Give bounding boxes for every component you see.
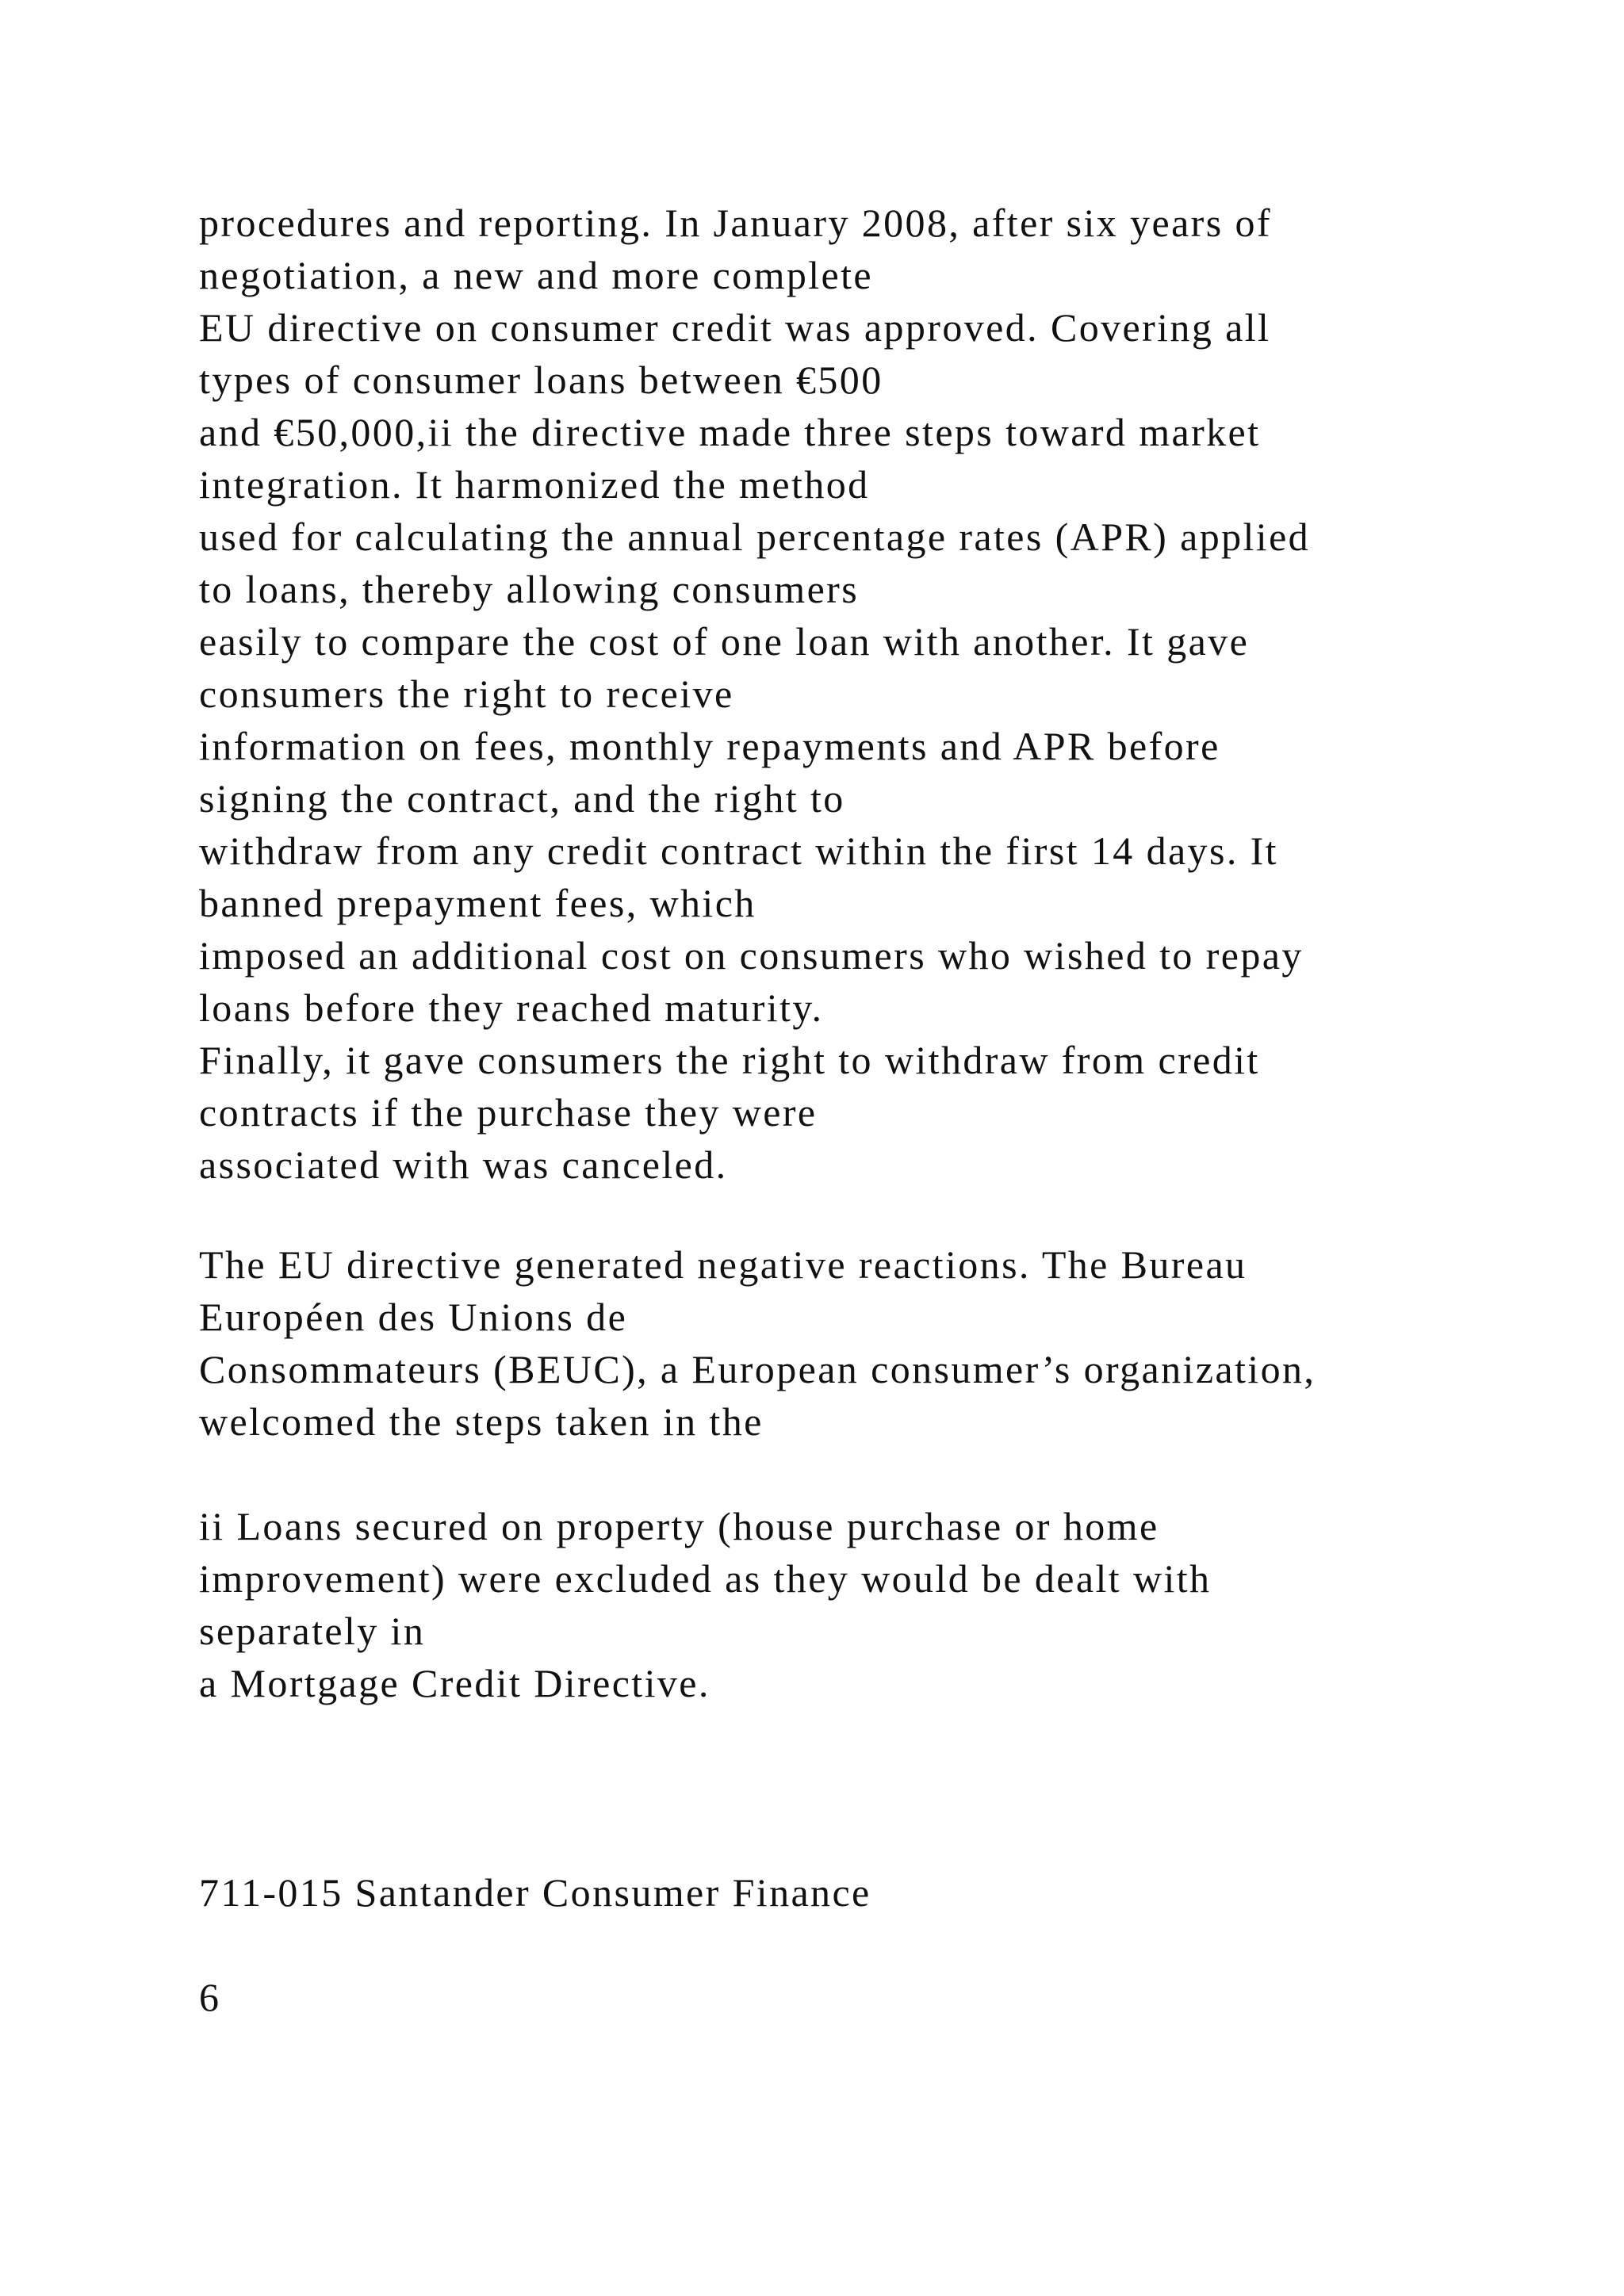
text-line: welcomed the steps taken in the <box>199 1399 764 1444</box>
text-line: Consommateurs (BEUC), a European consumer’s organization, <box>199 1347 1316 1391</box>
text-line: signing the contract, and the right to <box>199 776 845 821</box>
text-line: contracts if the purchase they were <box>199 1090 818 1135</box>
footnote-line: improvement) were excluded as they would be dealt with <box>199 1556 1212 1601</box>
text-line: procedures and reporting. In January 2008, after six years of <box>199 201 1272 245</box>
body-paragraph <box>199 197 1310 1191</box>
footnote-line: separately in <box>199 1609 426 1653</box>
text-line: EU directive on consumer credit was approved. Covering all <box>199 305 1271 350</box>
text-line: The EU directive generated negative reactions. The Bureau <box>199 1242 1247 1287</box>
text-line: banned prepayment fees, which <box>199 881 756 925</box>
text-line: easily to compare the cost of one loan with another. It gave <box>199 619 1250 664</box>
text-line: associated with was canceled. <box>199 1142 728 1187</box>
footnote <box>199 1500 1211 1709</box>
body-paragraph-two <box>199 1238 1316 1448</box>
text-line: to loans, thereby allowing consumers <box>199 567 860 611</box>
page-number <box>199 1971 220 2023</box>
text-line: and €50,000,ii the directive made three steps toward market <box>199 410 1261 454</box>
text-line: negotiation, a new and more complete <box>199 253 874 297</box>
footnote-line: a Mortgage Credit Directive. <box>199 1661 710 1705</box>
text-line: Européen des Unions de <box>199 1295 628 1339</box>
running-footer <box>199 1866 871 1919</box>
footer-text: 711-015 Santander Consumer Finance <box>199 1870 871 1915</box>
text-line: consumers the right to receive <box>199 672 734 716</box>
footnote-line: ii Loans secured on property (house purchase or home <box>199 1504 1159 1548</box>
text-line: used for calculating the annual percentage rates (APR) applied <box>199 515 1311 559</box>
text-line: withdraw from any credit contract within the first 14 days. It <box>199 828 1278 873</box>
text-line: information on fees, monthly repayments and APR before <box>199 724 1220 768</box>
page-number-text: 6 <box>199 1975 221 2019</box>
text-line: Finally, it gave consumers the right to withdraw from credit <box>199 1038 1260 1082</box>
text-line: loans before they reached maturity. <box>199 985 824 1030</box>
text-line: integration. It harmonized the method <box>199 462 870 507</box>
text-line: types of consumer loans between €500 <box>199 358 883 402</box>
text-line: imposed an additional cost on consumers who wished to repay <box>199 933 1304 978</box>
